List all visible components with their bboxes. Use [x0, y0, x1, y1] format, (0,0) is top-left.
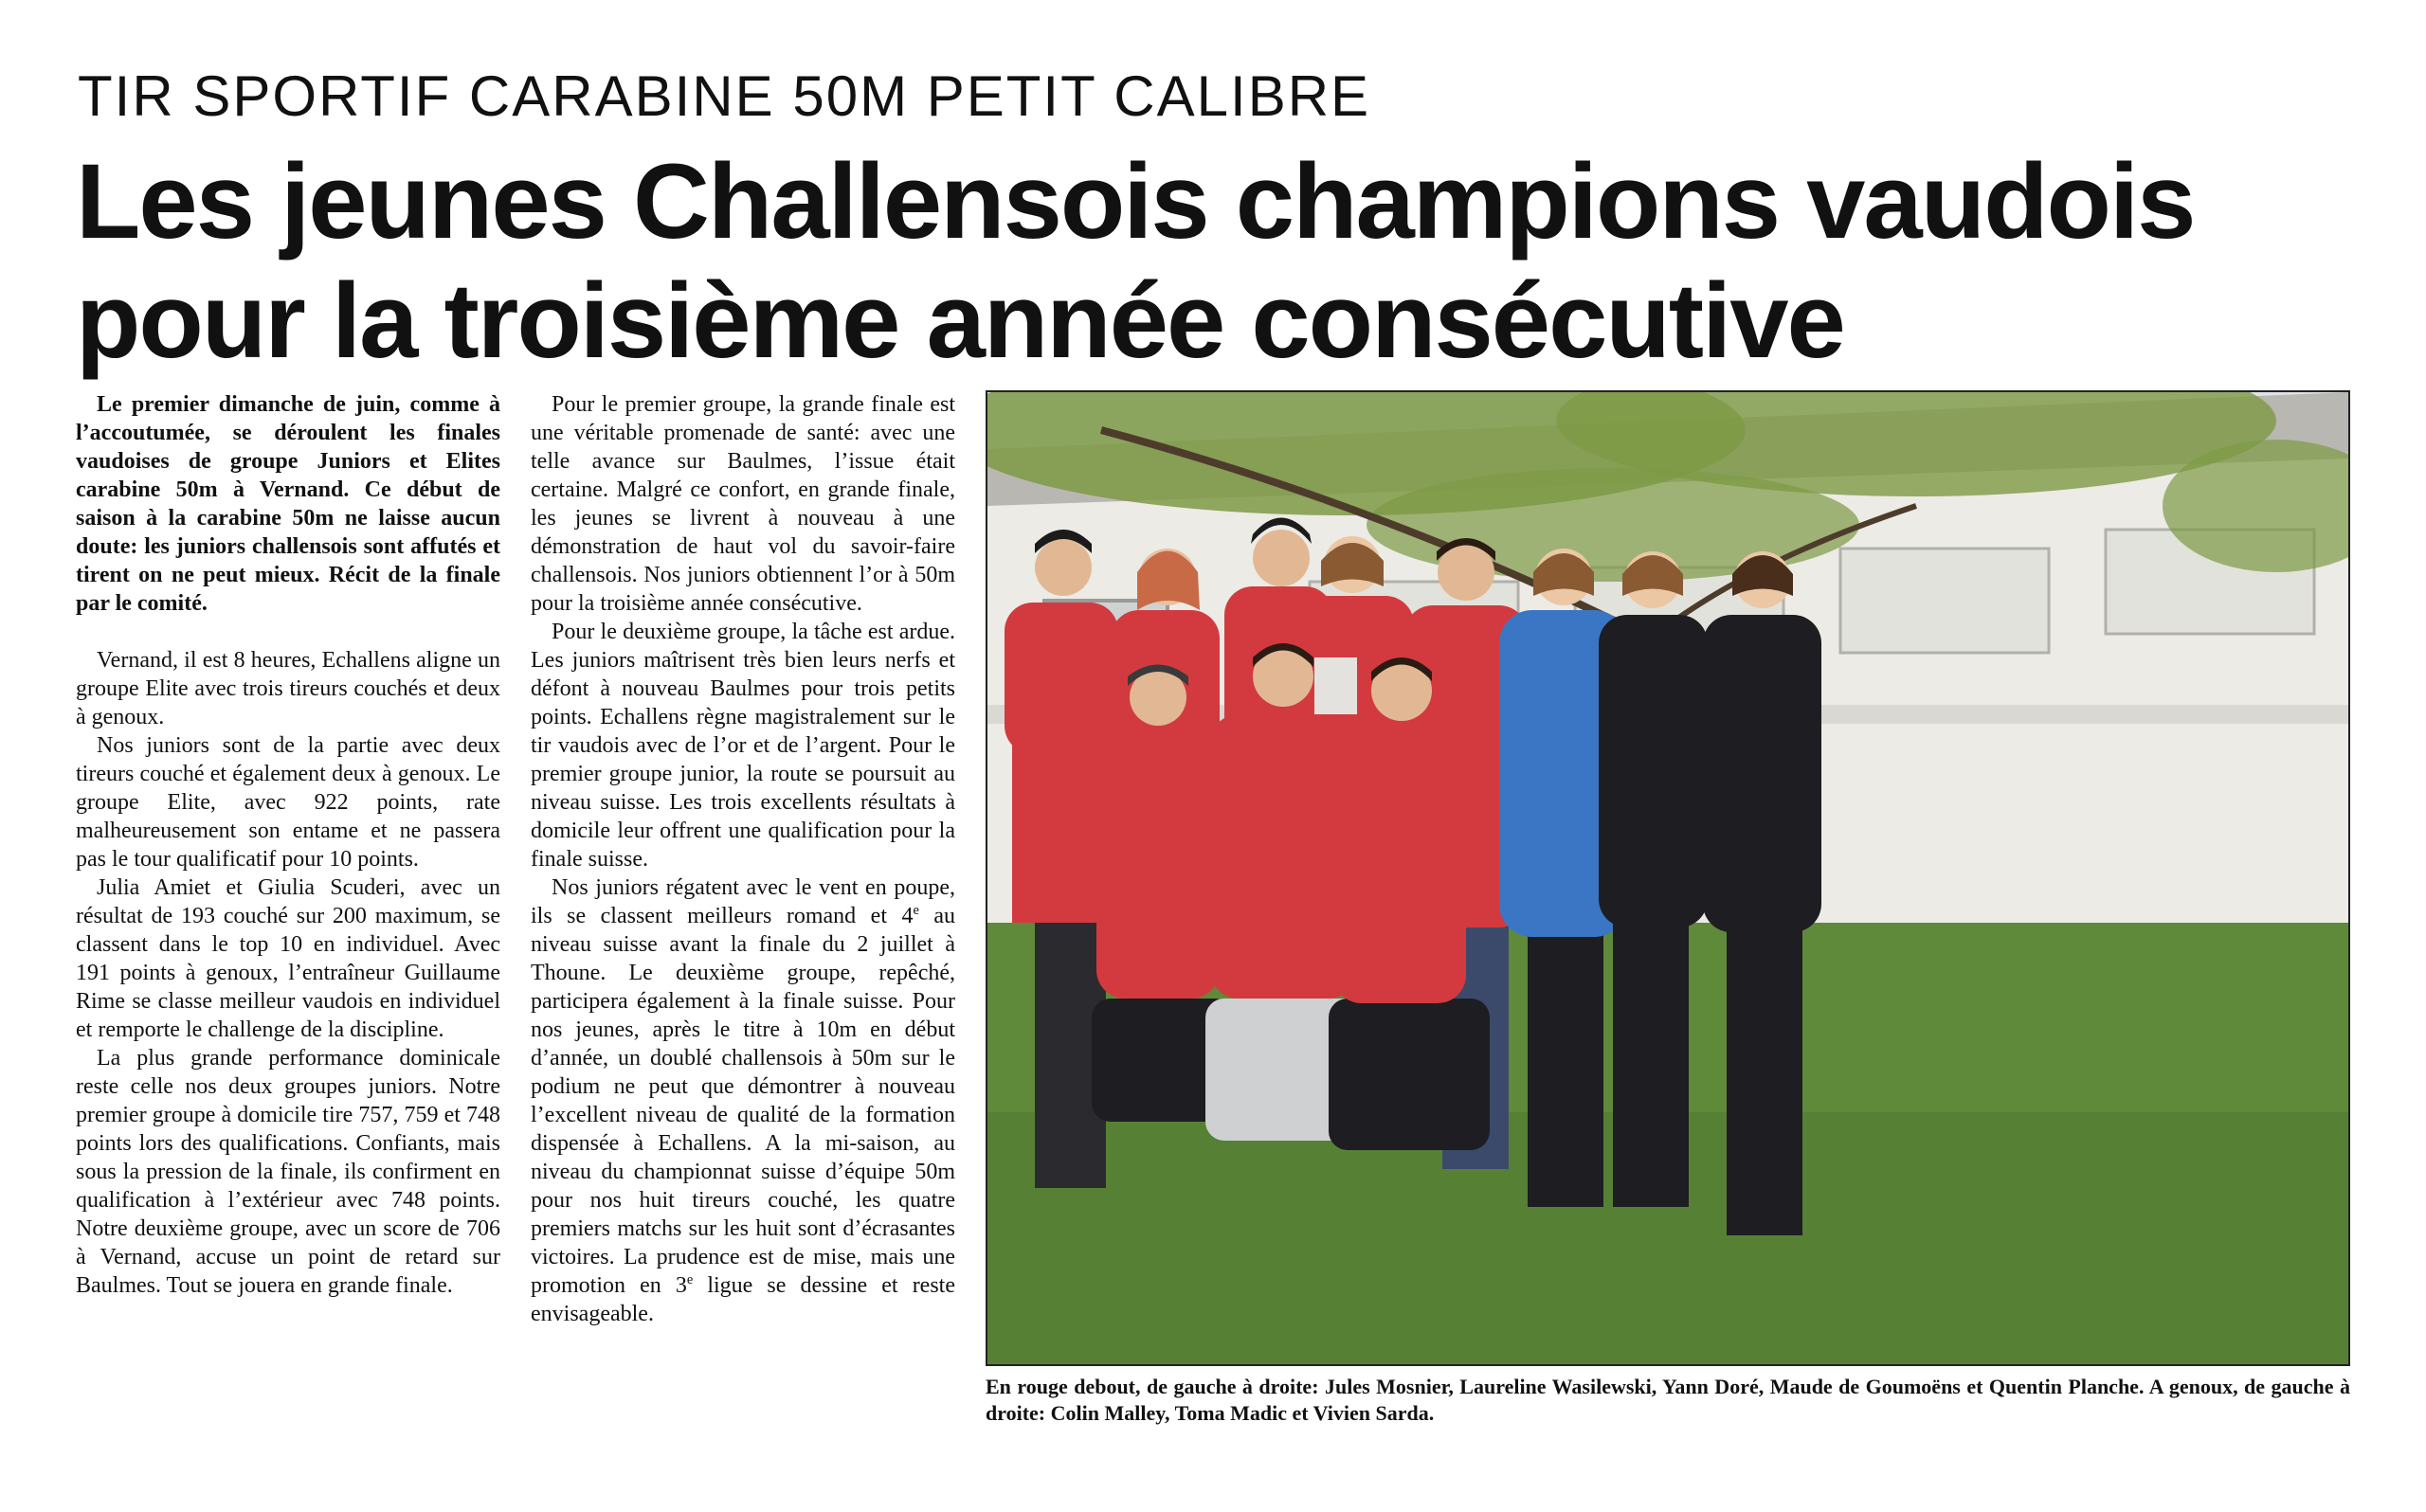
- article-headline: Les jeunes Challensois champions vaudois pour la troisième année consécutive: [76, 142, 2195, 380]
- paragraph-text: au niveau suisse avant la finale du 2 juillet à Thoune. Le deuxième groupe, repêché, participera également à la finale suisse. Pour nos jeunes, après le titre à 10m en début d’année, un doublé challensois à 50m sur le podium ne peut que démontrer à nouveau l’excellent niveau de qualité de la formation dispensée à Echallens. A la mi-saison, au niveau du championnat suisse d’équipe 50m pour nos huit tireurs couché, les quatre premiers matchs sur les huit sont d’écrasantes victoires. La prudence est de mise, mais une promotion en 3: [531, 904, 955, 1298]
- article-kicker: TIR SPORTIF CARABINE 50M PETIT CALIBRE: [78, 64, 1371, 128]
- article-paragraph: [531, 873, 955, 1328]
- ordinal-suffix: e: [913, 903, 919, 918]
- ordinal-suffix: e: [686, 1272, 694, 1287]
- article-paragraph: Pour le deuxième groupe, la tâche est ardue. Les juniors maîtrisent très bien leurs nerfs et défont à nouveau Baulmes pour trois petits points. Echallens règne magistralement sur le tir vaudois avec de l’or et de l’argent. Pour le premier groupe junior, la route se poursuit au niveau suisse. Les trois excellents résultats à domicile leur offrent une qualification pour la finale suisse.: [531, 620, 955, 872]
- team-photo: [986, 390, 2350, 1366]
- article-paragraph: Pour le premier groupe, la grande finale est une véritable promenade de santé: avec une telle avance sur Baulmes, l’issue était certaine. Malgré ce confort, en grande finale, les jeunes se livrent à nouveau à une démonstration de haut vol du savoir-faire challensois. Nos juniors obtiennent l’or à 50m pour la troisième année consécutive.: [531, 392, 955, 616]
- paragraph-gap: [76, 618, 500, 646]
- article-paragraph: Julia Amiet et Giulia Scuderi, avec un résultat de 193 couché sur 200 maximum, se classent dans le top 10 en individuel. Avec 191 points à genoux, l’entraîneur Guillaume Rime se classe meilleur vaudois en individuel et remporte le challenge de la discipline.: [76, 875, 500, 1042]
- article-paragraph: La plus grande performance dominicale reste celle nos deux groupes juniors. Notre premier groupe à domicile tire 757, 759 et 748 points lors des qualifications. Confiants, mais sous la pression de la finale, ils confirment en qualification à l’extérieur avec 748 points. Notre deuxième groupe, avec un score de 706 à Vernand, accuse un point de retard sur Baulmes. Tout se jouera en grande finale.: [76, 1046, 500, 1298]
- photo-caption: En rouge debout, de gauche à droite: Jules Mosnier, Laureline Wasilewski, Yann Doré, Maude de Goumoëns et Quentin Planche. A genoux, de gauche à droite: Colin Malley, Toma Madic et Vivien Sarda.: [986, 1375, 2350, 1425]
- paragraph-text: Nos juniors régatent avec le vent en poupe, ils se classent meilleurs romand et 4: [531, 875, 955, 928]
- article-column-2: [531, 390, 955, 1328]
- article-paragraph: Vernand, il est 8 heures, Echallens aligne un groupe Elite avec trois tireurs couchés et deux à genoux.: [76, 648, 500, 729]
- photo-window: [1840, 549, 2049, 653]
- paragraph-text: ligue se dessine et reste envisageable.: [531, 1273, 955, 1326]
- team-photo-illustration: [987, 392, 2348, 1364]
- article-paragraph: Nos juniors sont de la partie avec deux tireurs couché et également deux à genoux. Le groupe Elite, avec 922 points, rate malheureusement son entame et ne passera pas le tour qualificatif pour 10 points.: [76, 733, 500, 872]
- article-lead: Le premier dimanche de juin, comme à l’accoutumée, se déroulent les finales vaudoises de groupe Juniors et Elites carabine 50m à Vernand. Ce début de saison à la carabine 50m ne laisse aucun doute: les juniors challensois sont affutés et tirent on ne peut mieux. Récit de la finale par le comité.: [76, 392, 500, 616]
- article-column-1: [76, 390, 500, 1300]
